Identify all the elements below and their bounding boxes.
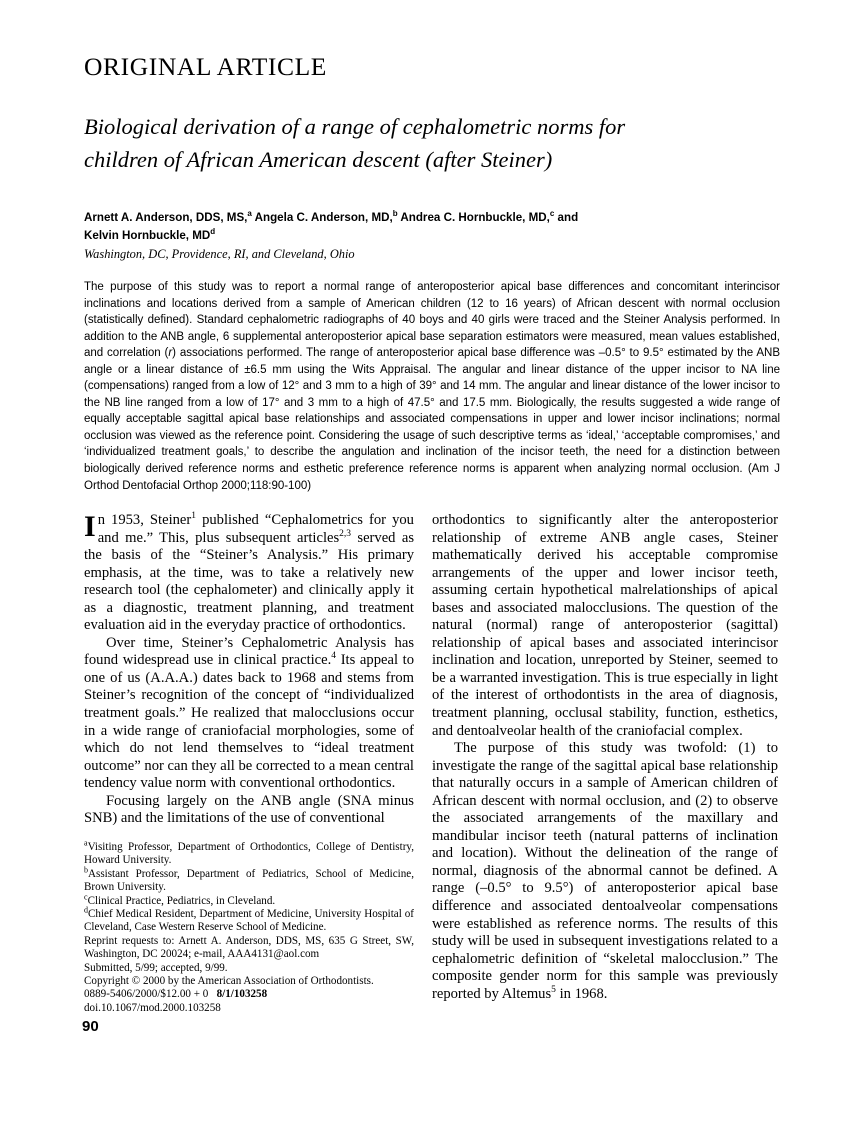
issn-line — [84, 988, 414, 1001]
paragraph-4: orthodontics to significantly alter the anteroposterior relationship of extreme ANB angle cases, Steiner mathematically derived his acceptable compromise arrangements of the upper and lower incisor teeth, assuming certain hypothetical malrelationships of apical bases and associated malocclusions. The question of the natural (normal) range of anteroposterior (sagittal) relationship of apical bases and associated interincisor inclination and location, unreported by Steiner, seemed to be a warranted investigation. This is true especially in light of the interest of orthodontists in the area of diagnosis, treatment planning, occlusal stability, function, esthetics, and dentoalveolar health of the craniofacial complex. — [432, 512, 778, 739]
author-3-marker: c — [549, 209, 555, 219]
paragraph-2 — [84, 635, 414, 793]
footnote-a-text: Visiting Professor, Department of Orthodontics, College of Dentistry, Howard University. — [84, 841, 414, 867]
footnote-b-marker: b — [84, 865, 88, 875]
p2-text-a: Over time, Steiner’s Cephalometric Analysis has found widespread use in clinical practice. — [84, 634, 414, 669]
page-number: 90 — [82, 1018, 99, 1035]
abstract-part-1: The purpose of this study was to report a normal range of anteroposterior apical base differences and concomitant interincisor inclinations and locations derived from a sample of American children (12 to 16 years) of African descent with normal occlusion (statistically defined). Standard cephalometric radiographs of 40 boys and 40 girls were traced and the Steiner Analysis performed. In addition to the ANB angle, 6 supplemental anteroposterior apical base separation estimators were measured, mean values established, and correlation ( — [84, 281, 780, 360]
abstract-italic-r: r — [168, 347, 173, 360]
footnote-b — [84, 865, 414, 895]
author-4: Kelvin Hornbuckle, MD — [84, 228, 211, 242]
body-column-right — [432, 512, 778, 1003]
footnote-a — [84, 838, 414, 868]
p2-text-b: Its appeal to one of us (A.A.A.) dates back to 1968 and stems from Steiner’s recognition of the concept of “individualized treatment goals.” He realized that malocclusions occur in a wide range of craniofacial morphologies, some of which do not lend themselves to “ideal treatment outcome” nor can they all be corrected to a mean central tendency value norm with conventional orthodontics. — [84, 652, 414, 792]
footnote-c-text: Clinical Practice, Pediatrics, in Cleveland. — [87, 894, 276, 907]
p1-text-a: n 1953, Steiner — [97, 512, 192, 528]
copyright-notice: Copyright © 2000 by the American Association of Orthodontists. — [84, 975, 374, 988]
drop-cap: I — [84, 510, 96, 543]
issn-text: 0889-5406/2000/$12.00 + 0 — [84, 988, 209, 1001]
abstract — [84, 279, 780, 494]
p1-text-c: served as the basis of the “Steiner’s Analysis.” His primary emphasis, at the time, was to take a relatively new research tool (the cephalometer) and clinically apply it as a diagnostic, treatment planning, and treatment evaluation aid in the everyday practice of orthodontics. — [84, 529, 414, 634]
author-1: Arnett A. Anderson, DDS, MS, — [84, 211, 248, 224]
citation-ref-1: 1 — [191, 511, 197, 522]
p1-text-b: published “Cephalometrics for you and me.” This, plus subsequent articles — [97, 512, 414, 546]
author-list — [84, 209, 784, 244]
paragraph-1 — [84, 512, 414, 635]
paragraph-3: Focusing largely on the ANB angle (SNA minus SNB) and the limitations of the use of conventional — [84, 792, 414, 827]
author-4-marker: d — [210, 226, 216, 236]
author-conjunction: and — [554, 211, 579, 224]
author-2: Angela C. Anderson, MD, — [251, 211, 393, 224]
citation-ref-2-3: 2,3 — [339, 528, 352, 539]
footnote-d — [84, 905, 414, 935]
footnote-b-text: Assistant Professor, Department of Pediatrics, School of Medicine, Brown University. — [84, 867, 414, 894]
author-affiliation-cities: Washington, DC, Providence, RI, and Cleveland, Ohio — [84, 247, 355, 261]
footnote-block — [84, 838, 414, 1015]
author-1-marker: a — [247, 209, 252, 219]
citation-ref-5: 5 — [551, 984, 556, 995]
section-label: ORIGINAL ARTICLE — [84, 52, 327, 81]
submission-dates: Submitted, 5/99; accepted, 9/99. — [84, 961, 228, 974]
footnote-a-marker: a — [84, 838, 88, 848]
p5-text-a: The purpose of this study was twofold: (1) to investigate the range of the sagittal apical base relationship that naturally occurs in a sample of American children of African descent with normal occlusion, and (2) to observe the associated arrangements of the maxillary and mandibular incisor teeth (natural patterns of inclination and location). Without the delineation of the range of normal, diagnosis of the abnormal cannot be defined. A range (–0.5° to 9.5°) of anteroposterior apical base difference and associated dentoalveolar compensations were established as reference norms. The results of this study will be used in subsequent investigations related to a cephalometric definition of “skeletal malocclusion.” The composite gender norm for this sample was previously reported by Altemus — [432, 740, 778, 1002]
citation-ref-4: 4 — [331, 651, 337, 662]
title-line-2: children of African American descent (after Steiner) — [84, 147, 553, 172]
footnote-d-text: Chief Medical Resident, Department of Medicine, University Hospital of Cleveland, Case Western Reserve School of Medicine. — [84, 908, 414, 934]
article-code: 8/1/103258 — [216, 988, 268, 1001]
footnote-d-marker: d — [84, 905, 88, 915]
doi-line: doi.10.1067/mod.2000.103258 — [84, 1001, 221, 1014]
author-3: Andrea C. Hornbuckle, MD, — [397, 211, 550, 224]
p5-text-b: in 1968. — [555, 985, 608, 1002]
reprint-requests: Reprint requests to: Arnett A. Anderson, DDS, MS, 635 G Street, SW, Washington, DC 20024; e-mail, AAA4131@aol.com — [84, 934, 414, 961]
body-column-left — [84, 512, 414, 828]
page-title — [84, 110, 784, 176]
paragraph-5 — [432, 740, 778, 1003]
footnote-c — [84, 891, 414, 908]
abstract-part-2: ) associations performed. The range of anteroposterior apical base difference was –0.5° to 9.5° estimated by the ANB angle or a linear distance of ±6.5 mm using the Wits Appraisal. The angular and linear distance of the upper incisor to NA line (compensations) ranged from a low of 12° and 3 mm to a high of 39° and 14 mm. The angular and linear distance of the lower incisor to the NB line ranged from a low of 17° and 3 mm to a high of 47.5° and 17.5 mm. Biologically, the results suggested a wide range of equally acceptable sagittal apical base relationships and associated compensations in upper and lower incisor inclinations; normal occlusion was viewed as the reference point. Considering the usage of such descriptive terms as ‘ideal,’ ‘acceptable compromises,’ and ‘individualized treatment goals,’ to describe the angulation and inclination of the incisor teeth, the need for a distinction between biologically derived reference norms and esthetic preference reference norms is apparent when analyzing normal occlusion. (Am J Orthod Dentofacial Orthop 2000;118:90-100) — [84, 347, 780, 492]
footnote-c-marker: c — [84, 891, 88, 901]
author-2-marker: b — [392, 209, 398, 219]
title-line-1: Biological derivation of a range of cephalometric norms for — [84, 114, 626, 139]
